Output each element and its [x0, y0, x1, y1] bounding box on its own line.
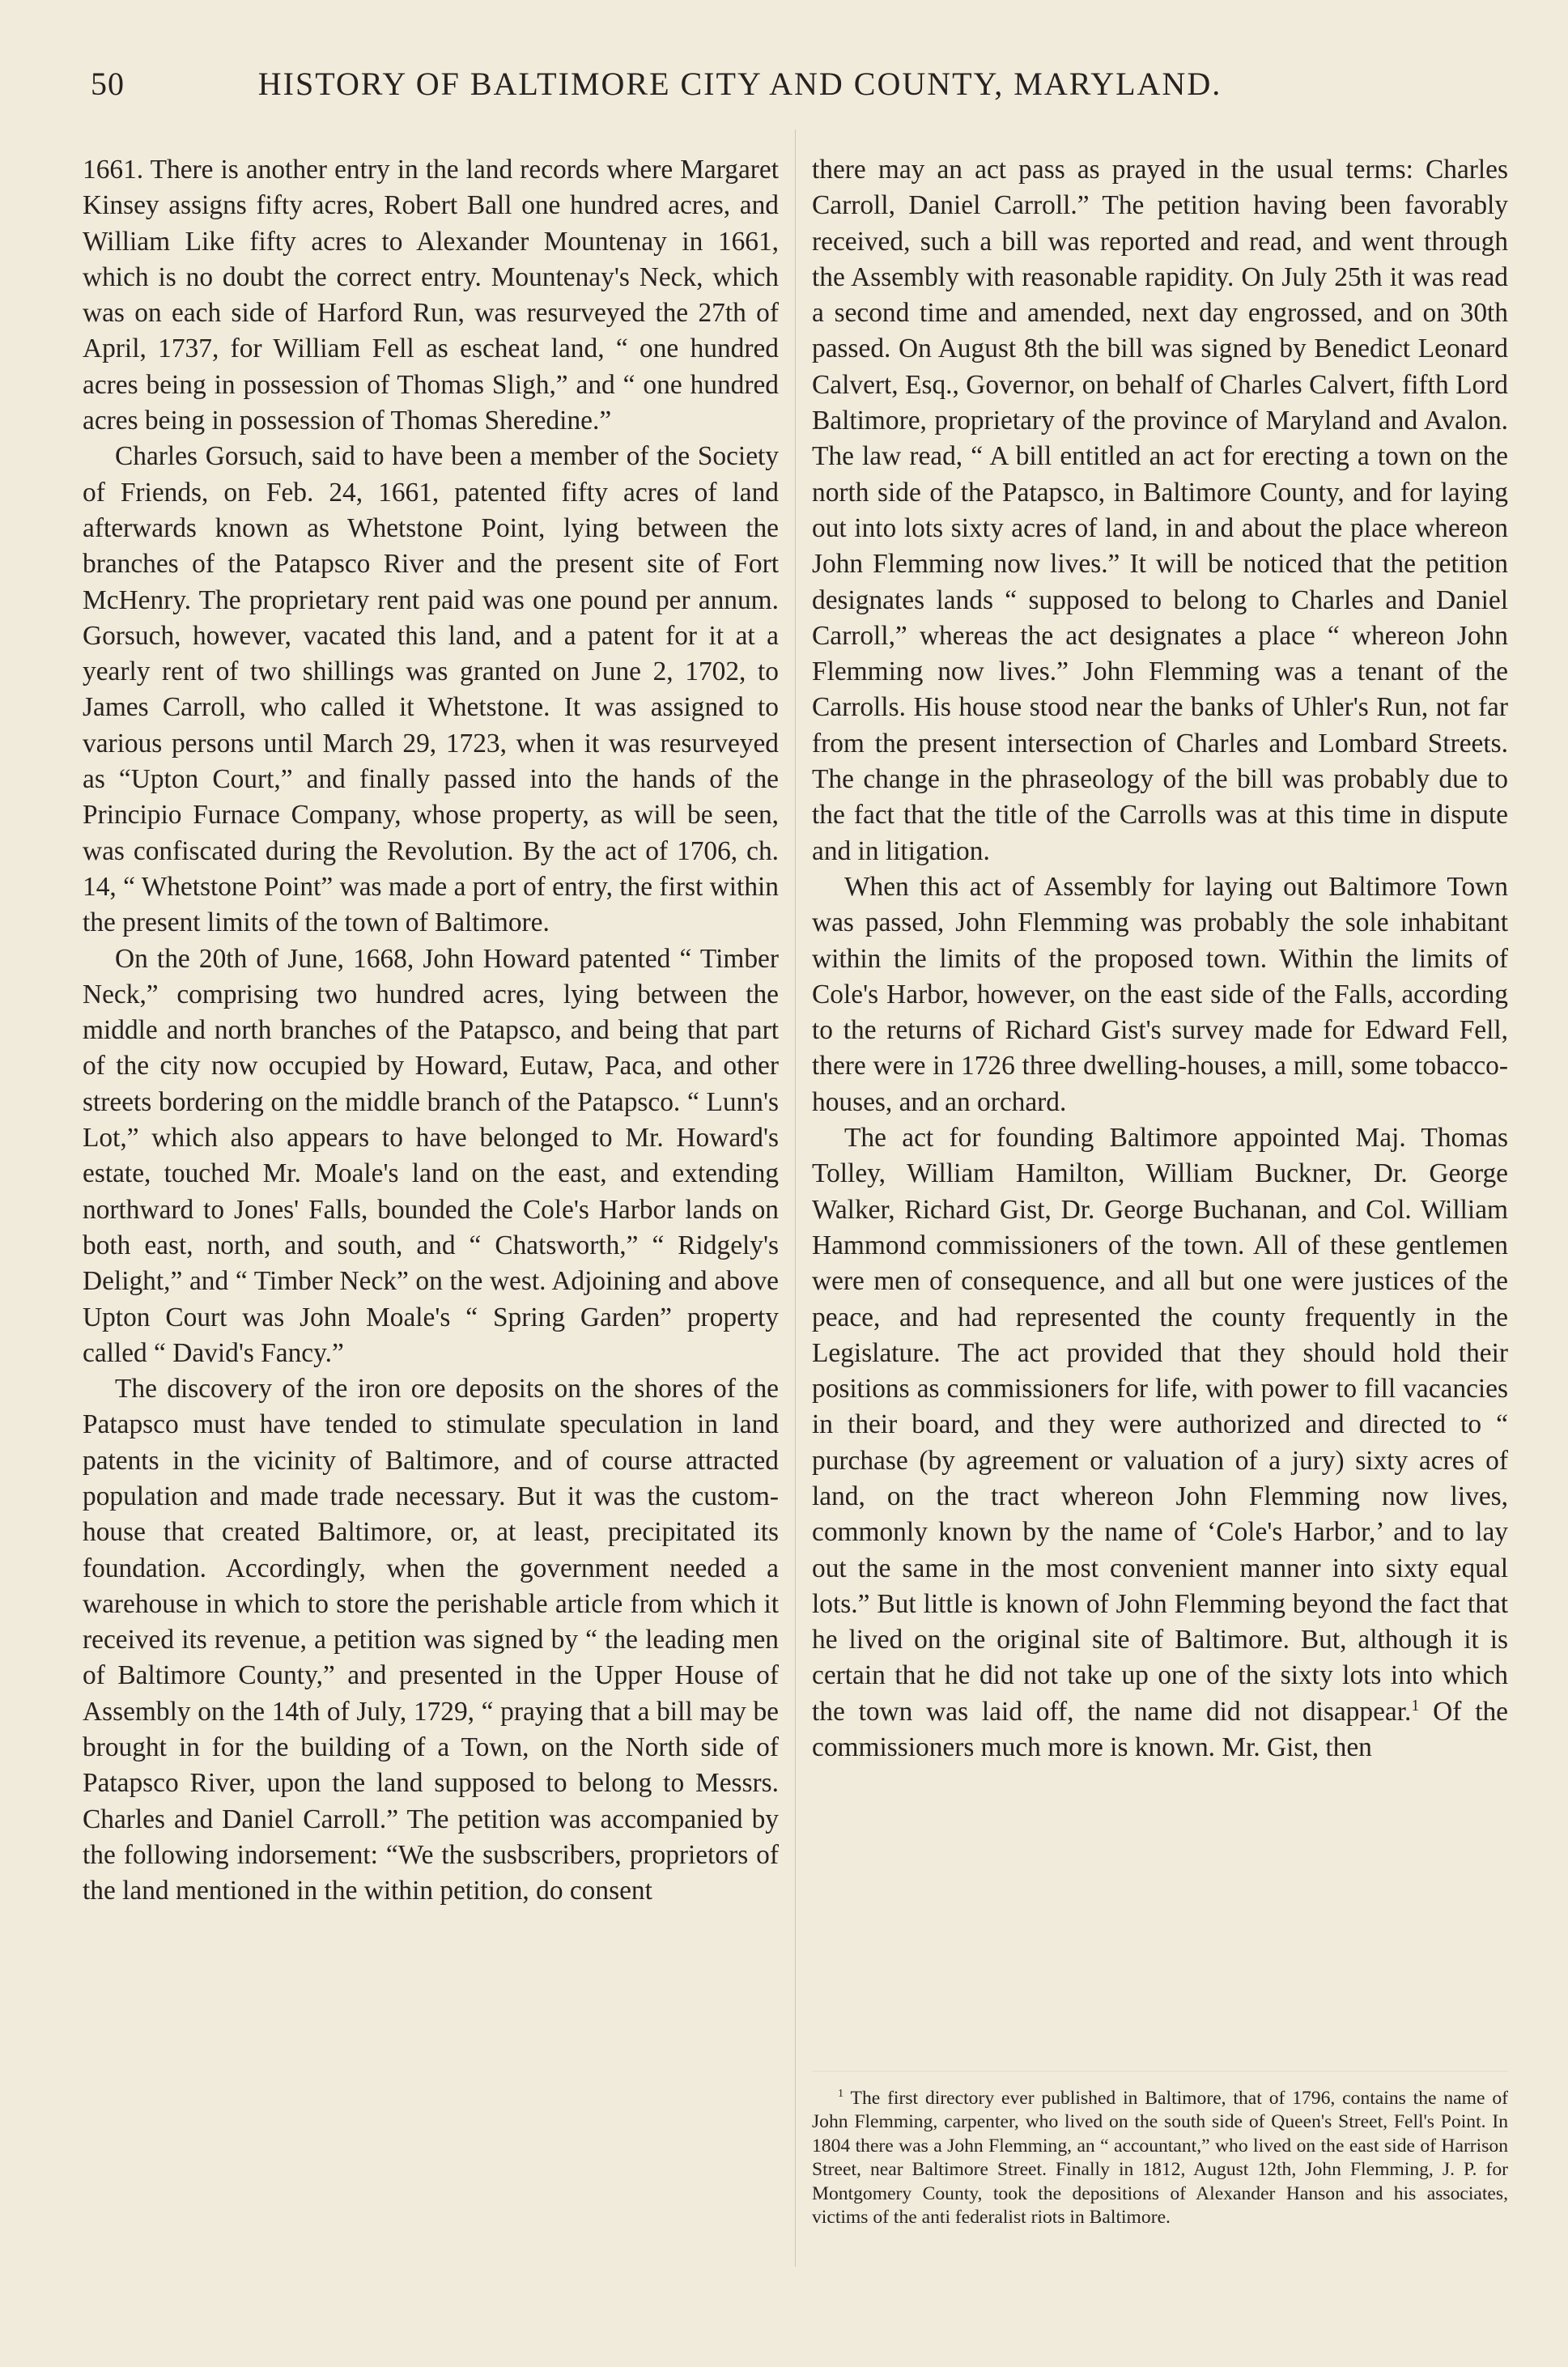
footnote: [812, 2087, 1508, 2229]
paragraph: [812, 1120, 1508, 1766]
column-divider: [795, 130, 796, 2267]
footnote-divider: [812, 2071, 1508, 2072]
footnotes: [812, 2087, 1508, 2229]
footnote-mark: 1: [838, 2087, 844, 2101]
paragraph: 1661. There is another entry in the land records where Margaret Kinsey assigns fifty acres, Robert Ball one hundred acres, and William Like fifty acres to Alexander Mountenay in 1661, which is no doubt the correct entry. Mountenay's Neck, which was on each side of Harford Run, was resurveyed the 27th of April, 1737, for William Fell as escheat land, “ one hundred acres being in possession of Thomas Sligh,” and “ one hundred acres being in possession of Thomas Sheredine.”: [83, 155, 779, 436]
running-head: HISTORY OF BALTIMORE CITY AND COUNTY, MARYLAND.: [257, 66, 1222, 102]
paragraph: there may an act pass as prayed in the usual terms: Charles Carroll, Daniel Carroll.” The petition having been favorably received, such a bill was reported and read, and went through the Assembly with reasonable rapidity. On July 25th it was read a second time and amended, next day engrossed, and on 30th passed. On August 8th the bill was signed by Benedict Leonard Calvert, Esq., Governor, on behalf of Charles Calvert, fifth Lord Baltimore, proprietary of the province of Maryland and Avalon. The law read, “ A bill entitled an act for erecting a town on the north side of the Patapsco, in Baltimore County, and for laying out into lots sixty acres of land, in and about the place whereon John Flemming now lives.” It will be noticed that the petition designates lands “ supposed to belong to Charles and Daniel Carroll,” whereas the act designates a place “ whereon John Flemming now lives.” John Flemming was a tenant of the Carrolls. His house stood near the banks of Uhler's Run, not far from the present intersection of Charles and Lombard Streets. The change in the phraseology of the bill was probably due to the fact that the title of the Carrolls was at this time in dispute and in litigation.: [812, 155, 1508, 866]
page-number: 50: [91, 66, 125, 102]
right-column: [812, 152, 1508, 1766]
footnote-text: The first directory ever published in Baltimore, that of 1796, contains the name of John Flemming, carpenter, who lived on the south side of Queen's Street, Fell's Point. In 1804 there was a John Flemming, an “ accountant,” who lived on the east side of Harrison Street, near Baltimore Street. Finally in 1812, August 12th, John Flemming, J. P. for Montgomery County, took the depositions of Alexander Hanson and his associates, victims of the anti federalist riots in Baltimore.: [812, 2088, 1508, 2229]
paragraph-text: The act for founding Baltimore appointed Maj. Thomas Tolley, William Hamilton, William Buckner, Dr. George Walker, Richard Gist, Dr. George Buchanan, and Col. William Hammond commissioners of the town. All of these gentlemen were men of consequence, and all but one were justices of the peace, and had represented the county frequently in the Legislature. The act provided that they should hold their positions as commissioners for life, with power to fill vacancies in their board, and they were authorized and directed to “ purchase (by agreement or valuation of a jury) sixty acres of land, on the tract whereon John Flemming now lives, commonly known by the name of ‘Cole's Harbor,’ and to lay out the same in the most convenient manner into sixty equal lots.” But little is known of John Flemming beyond the fact that he lived on the original site of Baltimore. But, although it is certain that he did not take up one of the sixty lots into which the town was laid off, the name did not disappear.: [812, 1123, 1508, 1727]
paragraph-text: Of the commissioners much more is known. Mr. Gist, then: [812, 1696, 1508, 1763]
paragraph: When this act of Assembly for laying out Baltimore Town was passed, John Flemming was probably the sole inhabitant within the limits of the proposed town. Within the limits of Cole's Harbor, however, on the east side of the Falls, according to the returns of Richard Gist's survey made for Edward Fell, there were in 1726 three dwelling-houses, a mill, some tobacco-houses, and an orchard.: [812, 871, 1508, 1117]
left-column: [83, 152, 779, 1910]
paragraph: The discovery of the iron ore deposits on the shores of the Patapsco must have tended to stimulate speculation in land patents in the vicinity of Baltimore, and of course attracted population and made trade necessary. But it was the custom-house that created Baltimore, or, at least, precipitated its foundation. Accordingly, when the government needed a warehouse in which to store the perishable article from which it received its revenue, a petition was signed by “ the leading men of Baltimore County,” and presented in the Upper House of Assembly on the 14th of July, 1729, “ praying that a bill may be brought in for the building of a Town, on the North side of Patapsco River, upon the land supposed to belong to Messrs. Charles and Daniel Carroll.” The petition was accompanied by the following indorsement: “We the susbscribers, proprietors of the land mentioned in the within petition, do consent: [83, 1374, 779, 1906]
page-header: [84, 65, 1347, 113]
paragraph: On the 20th of June, 1668, John Howard patented “ Timber Neck,” comprising two hundred acres, lying between the middle and north branches of the Patapsco, and being that part of the city now occupied by Howard, Eutaw, Paca, and other streets bordering on the middle branch of the Patapsco. “ Lunn's Lot,” which also appears to have belonged to Mr. Howard's estate, touched Mr. Moale's land on the east, and extending northward to Jones' Falls, bounded the Cole's Harbor lands on both east, north, and south, and “ Chatsworth,” “ Ridgely's Delight,” and “ Timber Neck” on the west. Adjoining and above Upton Court was John Moale's “ Spring Garden” property called “ David's Fancy.”: [83, 943, 779, 1368]
paragraph: Charles Gorsuch, said to have been a member of the Society of Friends, on Feb. 24, 1661, patented fifty acres of land afterwards known as Whetstone Point, lying between the branches of the Patapsco River and the present site of Fort McHenry. The proprietary rent paid was one pound per annum. Gorsuch, however, vacated this land, and a patent for it at a yearly rent of two shillings was granted on June 2, 1702, to James Carroll, who called it Whetstone. It was assigned to various persons until March 29, 1723, when it was resurveyed as “Upton Court,” and finally passed into the hands of the Principio Furnace Company, whose property, as will be seen, was confiscated during the Revolution. By the act of 1706, ch. 14, “ Whetstone Point” was made a port of entry, the first within the present limits of the town of Baltimore.: [83, 441, 779, 938]
footnote-reference: 1: [1411, 1696, 1420, 1715]
